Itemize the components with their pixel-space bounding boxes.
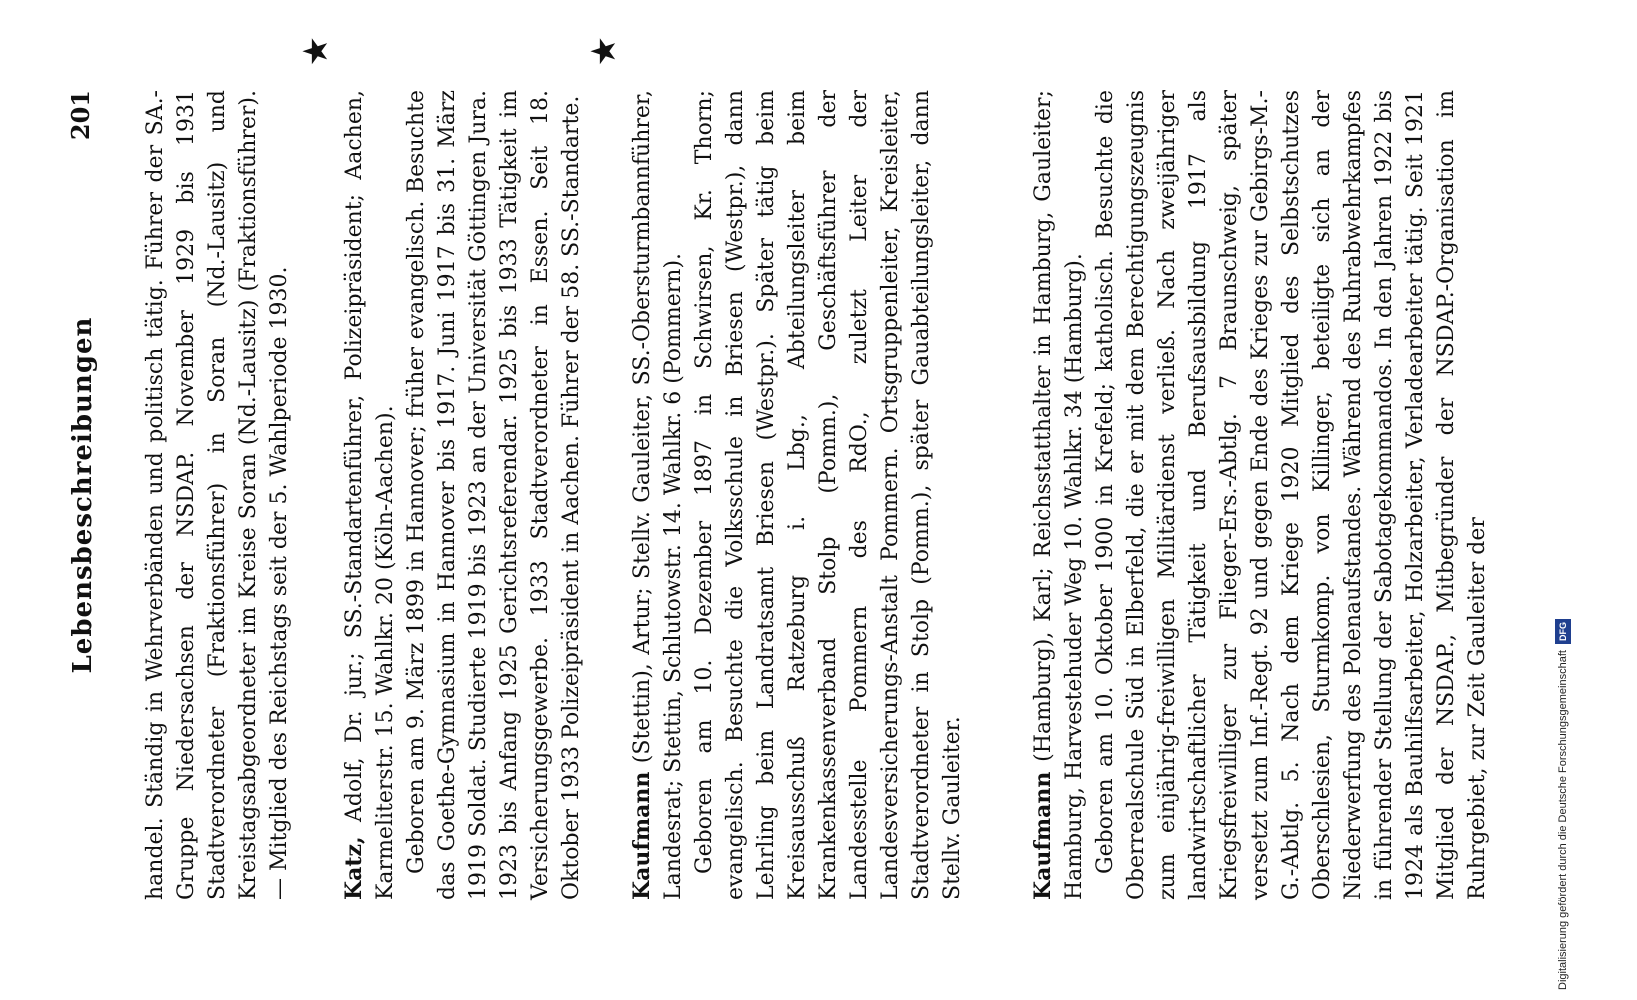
entry-paragraph: Geboren am 10. Oktober 1900 in Krefeld; katholisch. Besuchte die Oberrealschule Süd in Elberfeld, die er mit dem Berechtigungszeugnis zum einjährig-freiwilligen Militärdienst verließ. Nach zweijähriger landwirtschaftlicher Tätigkeit und Berufsausbildung 1917 als Kriegsfreiwilliger zur Flieger-Ers.-Abtlg. 7 Braunschweig, später versetzt zum Inf.-Regt. 92 und gegen Ende des Krieges zur Gebirgs-M.-G.-Abtlg. 5. Nach dem Kriege 1920 Mitglied des Selbstschutzes Oberschlesien, Sturmkomp. von Killinger, beteiligte sich an der Niederwerfung des Polenaufstandes. Während des Ruhrabwehrkampfes in führender Stellung der Sabotagekommandos. In den Jahren 1922 bis 1924 als Bauhilfsarbeiter, Holzarbeiter, Verladearbeiter tätig. Seit 1921 Mitglied der NSDAP., Mitbegründer der NSDAP.-Organisation im Ruhrgebiet, zur Zeit Gauleiter der bbox=[1093, 90, 1490, 900]
dfg-logo: DFG bbox=[1555, 619, 1571, 644]
entry-paragraph: Geboren am 10. Dezember 1897 in Schwirsen, Kr. Thorn; evangelisch. Besuchte die Volksschule in Briesen (Westpr.), dann Lehrling beim Landratsamt Briesen (Westpr.). Später tätig beim Kreisausschuß Ratzeburg i. Lbg., Abteilungsleiter beim Krankenkassenverband Stolp (Pomm.), Geschäftsführer der Landesstelle Pommern des RdO., zuletzt Leiter der Landesversicherungs-Anstalt Pommern. Ortsgruppenleiter, Kreisleiter, Stadtverordneter in Stolp (Pomm.), später Gauabteilungsleiter, dann Stellv. Gauleiter. bbox=[692, 90, 965, 900]
page-header bbox=[68, 90, 108, 900]
entry-paragraph: handel. Ständig in Wehrverbänden und politisch tätig. Führer der SA.-Gruppe Niedersachsen der NSDAP. November 1929 bis 1931 Stadtverordneter (Fraktionsführer) in Soran (Nd.-Lausitz) und Kreistagsabgeordneter im Kreise Soran (Nd.-Lausitz) (Fraktionsführer). — Mitglied des Reichstags seit der 5. Wahlperiode 1930. bbox=[143, 90, 292, 900]
digitization-credit bbox=[1555, 10, 1571, 990]
biography-entry-continued bbox=[140, 90, 295, 900]
entry-name: Kaufmann bbox=[629, 771, 655, 900]
entry-intro: (Stettin), Artur; Stellv. Gauleiter, SS.-Obersturmbannführer, Landesrat; Stettin, Schlutowstr. 14. Wahlkr. 6 (Pommern). bbox=[630, 90, 686, 900]
star-icon: ★ bbox=[296, 36, 336, 67]
biography-entries bbox=[140, 36, 1519, 900]
biography-entry-kaufmann-stettin bbox=[584, 36, 968, 900]
star-icon: ★ bbox=[584, 36, 624, 67]
entry-intro: (Hamburg), Karl; Reichsstatthalter in Hamburg, Gauleiter; Hamburg, Harvestehuder Weg 10. Wahlkr. 34 (Hamburg). bbox=[1031, 90, 1087, 900]
entry-paragraph: Geboren am 9. März 1899 in Hannover; früher evangelisch. Besuchte das Goethe-Gymnasium in Hannover bis 1917. Juni 1917 bis 31. März 1919 Soldat. Studierte 1919 bis 1923 an der Universität Göttingen Jura. 1923 bis Anfang 1925 Gerichtsreferendar. 1925 bis 1933 Tätigkeit im Versicherungsgewerbe. 1933 Stadtverordneter in Essen. Seit 18. Oktober 1933 Polizeipräsident in Aachen. Führer der 58. SS.-Standarte. bbox=[404, 90, 584, 900]
biography-entry-katz bbox=[296, 36, 587, 900]
running-title: Lebensbeschreibungen bbox=[68, 316, 98, 674]
entry-intro: Adolf, Dr. jur.; SS.-Standartenführer, Polizeipräsident; Aachen, Karmeliterstr. 15. Wahlkr. 20 (Köln-Aachen). bbox=[342, 90, 398, 900]
credit-text: Digitalisierung gefördert durch die Deutsche Forschungsgemeinschaft bbox=[1557, 650, 1569, 990]
entry-name: Kaufmann bbox=[1030, 771, 1056, 900]
biography-entry-kaufmann-hamburg bbox=[1028, 90, 1493, 900]
entry-name: Katz, bbox=[341, 836, 367, 900]
page-number: 201 bbox=[66, 90, 95, 141]
